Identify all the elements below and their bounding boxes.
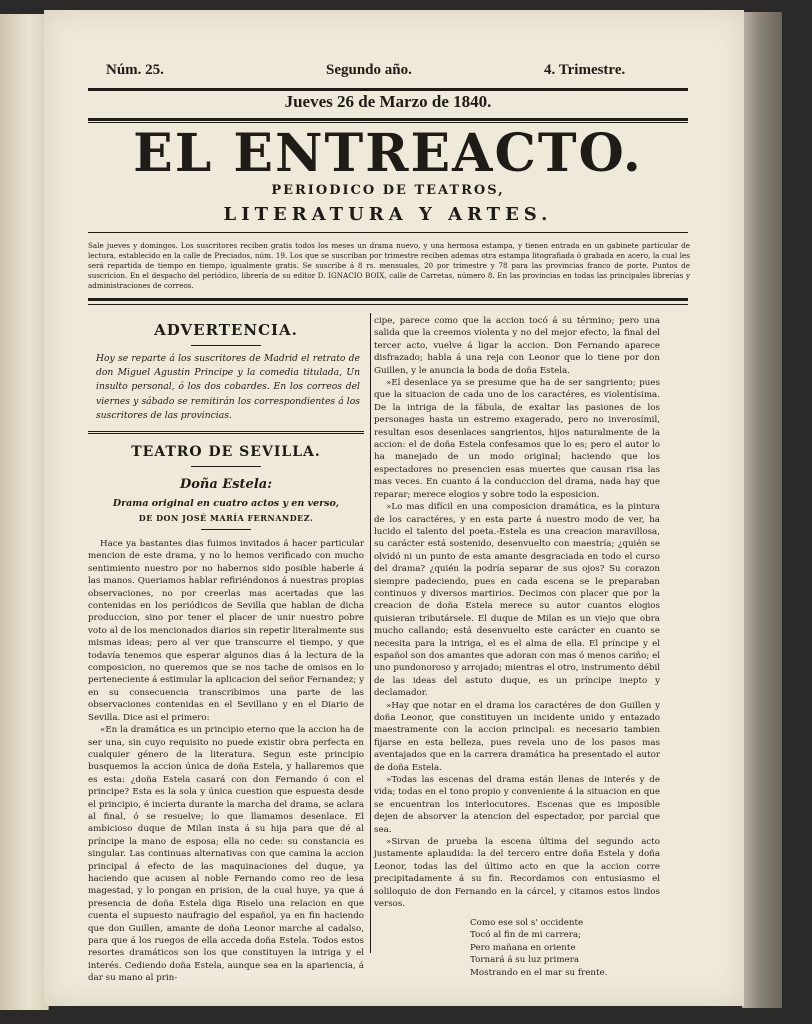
notice-rule-bottom [88, 298, 688, 301]
poem-line: Como ese sol s' occidente [470, 917, 584, 928]
article-paragraph: «En la dramática es un principio eterno que la accion ha de ser una, sin cuyo requisito no puede existir obra perfecta en cualquier género de la literatura. Segun este principio busquemos la accion única de doña Estela, y hallaremos que es esta: ¿doña Estela casará con don Fernando ó con el principe? Esta es la sola y única cuestion que espuesta desde el principio, é incierta durante la marcha del drama, se aclara al final, ó se resuelve; lo que llamamos desenlace. El ambicioso duque de Milan insta á su hija para que dé al príncipe la mano de esposa; ella no cede: su constancia es singular. Las continuas alternativas con que camina la accion principal á efecto de las maquinaciones del duque, ya haciendo que acusen al noble Fernando como reo de lesa magestad, y lo pongan en prision, de la cual huye, ya que á presencia de doña Estela diga Riselo una relacion en que cuenta el supuesto naufragio del español, ya en fin haciendo que don Guillen, amante de doña Leonor marche al cadalso, para que á los ruegos de ella acceda doña Estela. Todos estos resortes dramáticos son los que constituyen la intriga y el interés. Cediendo doña Estela, aunque sea en la apariencia, á dar su mano al prin- [88, 725, 364, 984]
poem-line: Tornará á su luz primera [470, 955, 580, 966]
poem-line: Pero mañana en oriente [470, 942, 576, 953]
advertencia-text: Hoy se reparte á los suscritores de Madrid el retrato de don Miguel Agustin Principe y la comedia titulada, Un insulto personal, ó los dos cobardes. En los correos del viernes y sábado se remitirán los correspondientes á los suscritores de las provincias. [96, 353, 360, 421]
poem-line: Tocó al fin de mi carrera; [470, 930, 582, 941]
notice-rule-top [88, 232, 688, 233]
article-paragraph: cipe, parece como que la accion tocó á su término; pero una salida que la creemos violenta y no del mejor efecto, la final del tercer acto, vuelve á ligar la accion. Don Fernando aparece disfrazado; habla á una reja con Leonor que lo tiene por don Guillen, y le anuncia la boda de doña Estela. [374, 316, 660, 376]
article-paragraph: »Lo mas difícil en una composicion dramática, es la pintura de los caractéres, y en esta parte á nuestro modo de ver, ha lucido el talento del poeta.-Estela es una creacion maravillosa, su carácter está sostenido, desenvuelto con maestría; ¿quién se olvidó ni un punto de esta amante desgraciada en todo el curso del drama? ¿quién la podría separar de sus ojos? Su corazon siempre padeciendo, pues en cada escena se le preparaban continuos y diversos martirios. Decimos con placer que por la creacion de doña Estela merece su autor cuantos elogios quisieran tributársele. El duque de Milan es un viejo que obra mucho callando; está desenvuelto este carácter en cuanto se necesita para la intriga, el es el alma de ella. El príncipe y el español son dos amantes que adoran con mas ó menos cariño; el uno pundonoroso y arrojado; mientras el otro, instrumento débil de las ideas del astuto duque, es un príncipe inepto y declamador. [374, 502, 660, 699]
subscription-notice: Sale jueves y domingos. Los suscritores reciben gratis todos los meses un drama nuevo, y una hermosa estampa, y tienen entrada en un gabinete particular de lectura, establecido en la calle de Preciados, núm. 19. Los que se suscriban por trimestre reciben ademas otra estampa litografiada ó grabada en acero, la cual les será repartida de tiempo en tiempo, igualmente gratis. Se suscribe á 8 rs. mensuales, 20 por trimestre y 78 para las provincias franco de porte. Puntos de suscricion. En el despacho del periódico, librería de su editor D. IGNACIO BOIX, calle de Carretas, número 8. En las provincias en todas las principales librerías y administraciones de correos. [88, 241, 690, 290]
article-paragraph: »El desenlace ya se presume que ha de ser sangriento; pues que la situacion de cada uno de los caractéres, es violentísima. De la intriga de la fábula, de exaltar las pasiones de los personages hasta un estremo exagerado, pero no inverosímil, resultan esos desenlaces sangrientos, hijos naturalmente de la accion: el de doña Estela confesamos que lo es; pero el autor lo ha manejado de un modo original; haciendo que los espectadores no presencien esas muertes que causan risa las mas veces. En cuanto á la conduccion del drama, nada hay que reparar; merece elogios y sobre todo la esposicion. [374, 378, 660, 500]
right-column [374, 315, 660, 979]
play-author: DE DON JOSÉ MARÍA FERNANDEZ. [138, 513, 314, 524]
notice-rule-thin [88, 304, 688, 305]
book-spine-edge [742, 12, 782, 1008]
article-paragraph: »Sirvan de prueba la escena última del segundo acto justamente aplaudida: la del tercero entre doña Estela y doña Leonor, todas las del último acto en que la accion corre precipitadamente á su fin. Recordamos con entusiasmo el soliloquio de don Fernando en la cárcel, y citamos estos lindos versos. [374, 837, 660, 910]
section-separator [88, 431, 364, 434]
header-rule-top [88, 88, 688, 91]
advertencia-heading: ADVERTENCIA. [154, 321, 298, 339]
newspaper-page [44, 10, 744, 1006]
issue-date: Jueves 26 de Marzo de 1840. [284, 92, 492, 111]
masthead-subtitle-2: LITERATURA Y ARTES. [223, 204, 553, 225]
poem-line: Mostrando en el mar su frente. [470, 967, 608, 978]
left-page-edge [0, 14, 49, 1010]
poem-excerpt [374, 917, 660, 980]
masthead-subtitle-1: PERIODICO DE TEATROS, [271, 183, 505, 198]
issue-trimester: 4. Trimestre. [544, 62, 626, 78]
masthead-title: EL ENTREACTO. [133, 123, 643, 184]
left-column [88, 315, 364, 985]
advertencia-rule [191, 345, 261, 346]
play-title: Doña Estela: [179, 477, 272, 493]
article-paragraph: »Todas las escenas del drama están llenas de interés y de vida; todas en el tono propio y conveniente á la situacion en que se encuentran los interlocutores. Escenas que es imposible dejen de absorver la atencion del espectador, por parcial que sea. [374, 775, 660, 835]
article-paragraph: Hace ya bastantes dias fuimos invitados á hacer particular mencion de este drama, y no lo hemos verificado con mucho sentimiento nuestro por no habernos sido posible haberle á las manos. Queriamos hablar refiriéndonos á nuestras propias observaciones, no por creerlas mas acertadas que las contenidas en los periódicos de Sevilla que hablan de dicha produccion, sino por tener el placer de unir nuestro pobre voto al de los mencionados diarios sin repetir literalmente sus mismas ideas; pero al ver que transcurre el tiempo, y que todavía tenemos que esperar algunos dias á la lectura de la composicion, no queremos que se nos tache de omisos en lo perteneciente á estimular la aplicacion del señor Fernandez; y en su consecuencia transcribimos una parte de las observaciones contenidas en el Sevillano y en el Diario de Sevilla. Dice asi el primero: [88, 539, 364, 723]
column-divider [370, 313, 371, 953]
teatro-heading: TEATRO DE SEVILLA. [131, 444, 321, 461]
header-rule-bottom [88, 118, 688, 121]
teatro-rule [191, 466, 261, 467]
play-rule [201, 529, 251, 530]
issue-number: Núm. 25. [106, 62, 164, 78]
issue-year: Segundo año. [326, 62, 412, 78]
article-paragraph: »Hay que notar en el drama los caractéres de don Guillen y doña Leonor, que constituyen un incidente unido y entazado maestramente con la accion principal: es necesario tambien fijarse en esta belleza, pues revela uno de los pasos mas aventajados que en la carrera dramática ha presentado el autor de doña Estela. [374, 700, 660, 773]
play-subtitle: Drama original en cuatro actos y en verso, [112, 498, 340, 510]
